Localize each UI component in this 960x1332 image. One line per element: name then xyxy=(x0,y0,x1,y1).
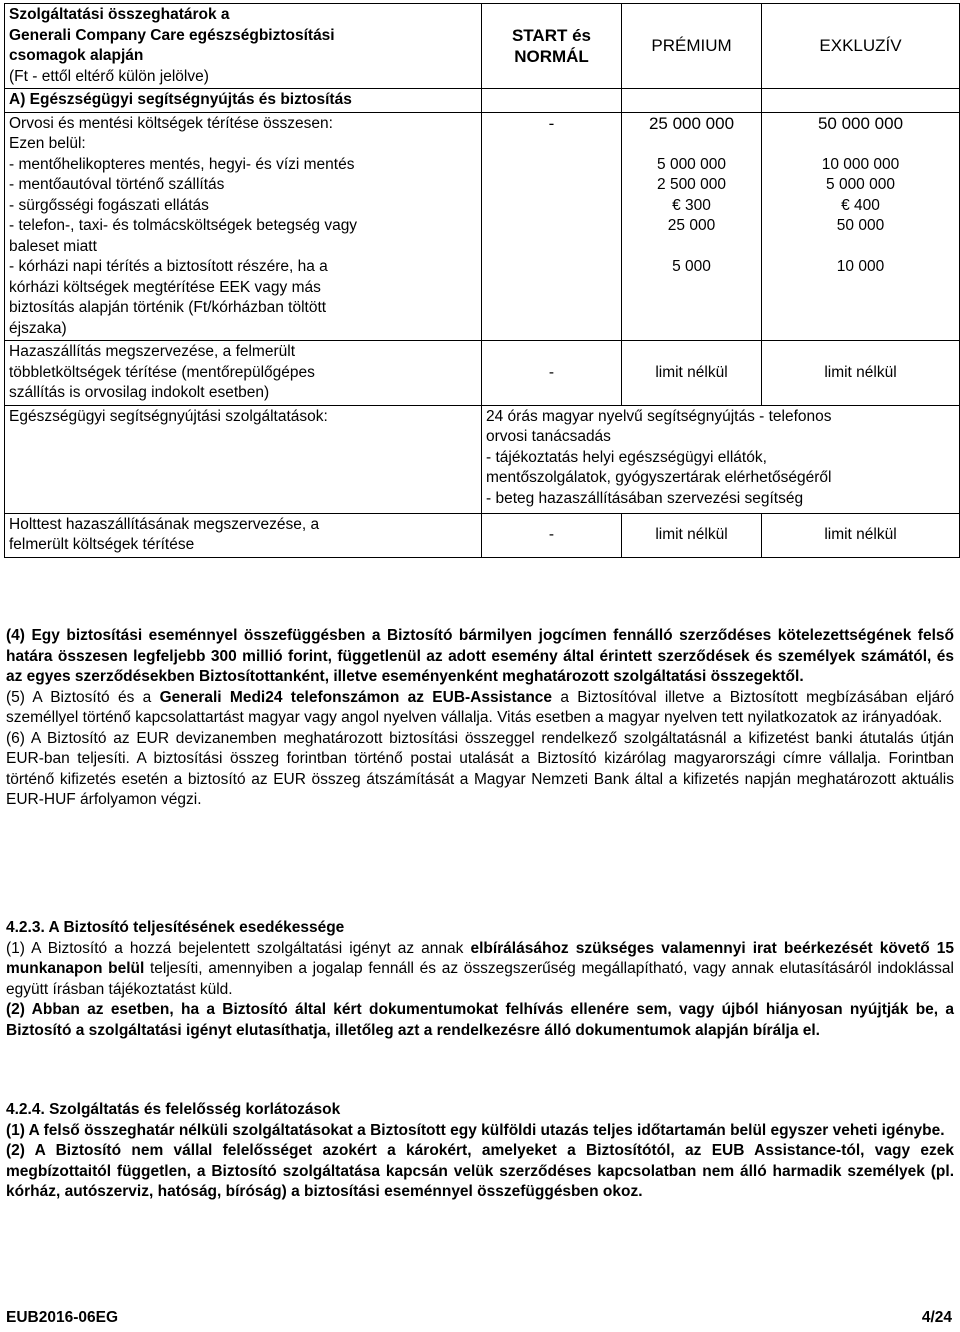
header-note: (Ft - ettől eltérő külön jelölve) xyxy=(9,67,209,85)
orvosi-premium-dental: € 300 xyxy=(672,196,711,214)
benefit-limits-table xyxy=(4,3,960,558)
section-423-p1-bold: elbírálásához szükséges valamennyi irat beérkezését követő 15 munkanapon belül xyxy=(6,939,954,977)
orvosi-label-line: baleset miatt xyxy=(9,237,97,255)
paragraph-5-text: a Biztosítóval illetve a Biztosított megbízásában eljáró személlyel történő kapcsolattartást magyar vagy angol nyelven vállalja. Vitás esetben a magyar nyelven tett nyilatkozatok az irányadóak. xyxy=(6,688,954,726)
section-a-heading: A) Egészségügyi segítségnyújtás és biztosítás xyxy=(5,89,482,113)
empty-cell xyxy=(622,89,762,113)
orvosi-premium-auto: 2 500 000 xyxy=(657,176,726,193)
hazaszallitas-label-line: Hazaszállítás megszervezése, a felmerült xyxy=(9,343,296,360)
hazaszallitas-label-cell xyxy=(5,341,482,406)
orvosi-exkluziv-phone: 50 000 xyxy=(836,217,885,234)
segitsegnyujtas-line: orvosi tanácsadás xyxy=(486,428,611,445)
paragraph-6: (6) A Biztosító az EUR devizanemben meghatározott biztosítási összeggel rendelkező szolgáltatásnál a kifizetést banki átutalás útján EUR-ban teljesíti. A biztosítási összeg forintban történő postai utalását a Biztosító kizárólag magyarországi címre vállalja. Forintban történő kifizetés esetén a biztosító az EUR összeg átszámítását a Magyar Nemzeti Bank által a kifizetés napján meghatározott aktuális EUR-HUF árfolyamon végzi. xyxy=(6,729,954,808)
section-423-p1-text: (1) A Biztosító a hozzá bejelentett szolgáltatási igényt az annak xyxy=(6,939,471,957)
paragraph-5 xyxy=(6,688,954,729)
segitsegnyujtas-row xyxy=(5,405,960,513)
table-header-row xyxy=(5,4,960,89)
orvosi-exkluziv-dental: € 400 xyxy=(841,196,880,214)
orvosi-label-line: Ezen belül: xyxy=(9,135,86,152)
paragraph-4: (4) Egy biztosítási eseménnyel összefüggésben a Biztosító bármilyen jogcímen fennálló szerződéses kötelezettségének felső határa összesen legfeljebb 300 millió forint, függetlenül az adott esemény által érintett szerződések és személyek számától, és az egyes szerződésekben Biztosítottanként, illetve eseményenként meghatározott szolgáltatási összegektől. xyxy=(6,627,954,685)
orvosi-exkluziv-heli: 10 000 000 xyxy=(821,155,900,173)
segitsegnyujtas-line: - tájékoztatás helyi egészségügyi ellátók, xyxy=(486,448,767,466)
header-title-line: Generali Company Care egészségbiztosítási xyxy=(9,26,335,44)
section-424-title: 4.2.4. Szolgáltatás és felelősség korlátozások xyxy=(6,1101,341,1118)
orvosi-premium-hospital: 5 000 xyxy=(672,258,711,275)
segitsegnyujtas-line: 24 órás magyar nyelvű segítségnyújtás - telefonos xyxy=(486,407,832,425)
segitsegnyujtas-line: - beteg hazaszállításában szervezési segítség xyxy=(486,489,804,507)
holttest-exkluziv: limit nélkül xyxy=(762,513,960,557)
segitsegnyujtas-label: Egészségügyi segítségnyújtási szolgáltatások: xyxy=(5,405,482,513)
section-423-p1-text: teljesíti, amennyiben a jogalap fennáll és az összegszerűség megállapítható, vagy annak elutasításáról indoklással együtt írásban tájékoztatást küld. xyxy=(6,960,954,998)
section-423-number: 4.2.3. xyxy=(6,919,49,936)
orvosi-label-line: biztosítás alapján történik (Ft/kórházban töltött xyxy=(9,299,327,316)
holttest-row xyxy=(5,513,960,557)
orvosi-row xyxy=(5,112,960,341)
orvosi-label-line: Orvosi és mentési költségek térítése összesen: xyxy=(9,114,333,132)
orvosi-label-line: kórházi költségek megtérítése EEK vagy más xyxy=(9,278,321,296)
orvosi-label-line: - kórházi napi térítés a biztosított részére, ha a xyxy=(9,258,328,275)
orvosi-label-line: - mentőautóval történő szállítás xyxy=(9,176,225,193)
col-premium: PRÉMIUM xyxy=(622,4,762,89)
holttest-label-line: Holttest hazaszállításának megszervezése, a xyxy=(9,515,320,533)
hazaszallitas-label-line: többletköltségek térítése (mentőrepülőgépes xyxy=(9,363,315,381)
empty-cell xyxy=(482,89,622,113)
section-423-title xyxy=(6,918,954,939)
orvosi-label-line: éjszaka) xyxy=(9,319,67,337)
footer-document-code: EUB2016-06EG xyxy=(6,1309,119,1326)
section-424-paragraph-2: (2) A Biztosító nem vállal felelősséget azokért a károkért, amelyeket a Biztosítótól, az EUB Assistance-tól, vagy ezek megbízottaitól független, a Biztosító szolgáltatása kapcsán velük szerződéses kapcsolatban nem álló harmadik személyek (pl. kórház, autószerviz, hatóság, bíróság) a biztosítási eseménnyel összefüggésben okoz. xyxy=(6,1142,954,1200)
hazaszallitas-row xyxy=(5,341,960,406)
header-title-line: csomagok alapján xyxy=(9,47,144,64)
section-423-paragraph-1 xyxy=(6,939,954,1001)
orvosi-premium-heli: 5 000 000 xyxy=(657,155,726,173)
section-424-block xyxy=(6,1100,954,1203)
orvosi-exkluziv-auto: 5 000 000 xyxy=(826,176,895,193)
holttest-start: - xyxy=(482,513,622,557)
holttest-label-line: felmerült költségek térítése xyxy=(9,536,195,553)
section-423-heading: A Biztosító teljesítésének esedékessége xyxy=(48,919,345,936)
section-a-row xyxy=(5,89,960,113)
orvosi-label-line: - sürgősségi fogászati ellátás xyxy=(9,196,209,214)
orvosi-label-line: - telefon-, taxi- és tolmácsköltségek betegség vagy xyxy=(9,217,358,234)
holttest-label-cell xyxy=(5,513,482,557)
holttest-premium: limit nélkül xyxy=(622,513,762,557)
section-423-paragraph-2: (2) Abban az esetben, ha a Biztosító által kért dokumentumokat felhívás ellenére sem, vagy újból hiányosan nyújtják be, a Biztosító a szolgáltatási igényt elutasíthatja, illetőleg azt a rendelkezésre álló dokumentumok alapján bírálja el. xyxy=(6,1001,954,1039)
hazaszallitas-label-line: szállítás is orvosilag indokolt esetben) xyxy=(9,384,270,401)
orvosi-exkluziv-hospital: 10 000 xyxy=(836,258,885,275)
orvosi-label-line: - mentőhelikopteres mentés, hegyi- és vízi mentés xyxy=(9,155,355,173)
col-start-normal: START és NORMÁL xyxy=(482,4,622,89)
footer-page-number: 4/24 xyxy=(921,1309,952,1326)
empty-cell xyxy=(762,89,960,113)
paragraph-5-bold: Generali Medi24 telefonszámon az EUB-Assistance xyxy=(159,688,553,706)
paragraphs-block xyxy=(6,626,954,811)
orvosi-label-cell xyxy=(5,112,482,341)
header-title-cell xyxy=(5,4,482,89)
orvosi-start-value: - xyxy=(548,113,555,133)
orvosi-exkluziv-cell xyxy=(762,112,960,341)
orvosi-premium-total: 25 000 000 xyxy=(648,113,735,133)
orvosi-exkluziv-total: 50 000 000 xyxy=(817,113,904,133)
header-title-line: Szolgáltatási összeghatárok a xyxy=(9,6,230,23)
segitsegnyujtas-line: mentőszolgálatok, gyógyszertárak elérhetőségéről xyxy=(486,469,832,486)
paragraph-5-text: (5) A Biztosító és a xyxy=(6,688,160,706)
col-exkluziv: EXKLUZÍV xyxy=(762,4,960,89)
hazaszallitas-exkluziv: limit nélkül xyxy=(762,341,960,406)
section-423-block xyxy=(6,918,954,1041)
orvosi-premium-cell xyxy=(622,112,762,341)
hazaszallitas-premium: limit nélkül xyxy=(622,341,762,406)
orvosi-premium-phone: 25 000 xyxy=(667,217,716,234)
hazaszallitas-start: - xyxy=(482,341,622,406)
segitsegnyujtas-value-cell xyxy=(482,405,960,513)
section-424-paragraph-1: (1) A felső összeghatár nélküli szolgáltatásokat a Biztosított egy külföldi utazás teljes időtartamán belül egyszer veheti igénybe. xyxy=(6,1121,945,1139)
orvosi-start-cell xyxy=(482,112,622,341)
